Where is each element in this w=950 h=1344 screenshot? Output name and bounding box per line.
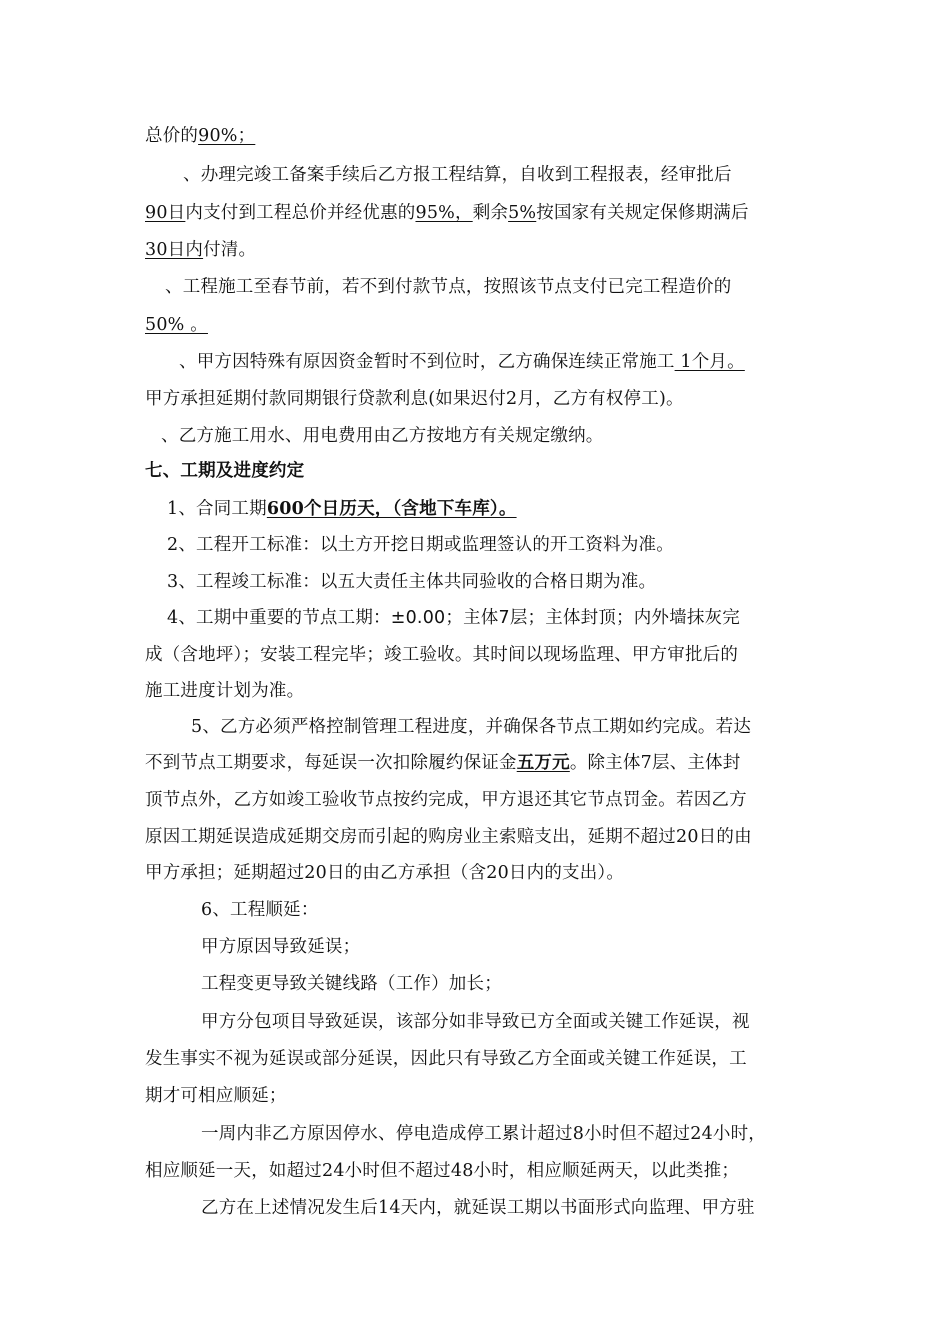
text: 甲方分包项目导致延误，该部分如非导致已方全面或关键工作延误，视: [201, 1012, 750, 1032]
extension-case-3-line3: [145, 1081, 825, 1111]
text: ；主体: [445, 608, 499, 628]
text: 按国家有关规定保修期满后: [536, 203, 749, 223]
schedule-item-5-line4: [145, 822, 825, 852]
text: 不到节点工期要求，每延误一次扣除履约保证金: [145, 753, 517, 773]
text: 总价的: [145, 126, 199, 146]
schedule-item-5-line3: [145, 785, 825, 815]
text: 成（含地坪）；安装工程完毕；竣工验收。其时间以现场监理、甲方审批后的: [145, 645, 739, 665]
text: 3、工程竣工标准：以五大责任主体共同验收的合格日期为准。: [167, 572, 657, 592]
payment-clause-utilities: [145, 421, 825, 451]
extension-case-1: [145, 932, 825, 962]
text: 5、乙方必须严格控制管理工程进度，并确保各节点工期如约完成。若达: [191, 717, 752, 737]
underlined-text: 1个月。: [674, 352, 745, 372]
schedule-item-3: [145, 567, 825, 597]
extension-case-4-line2: [145, 1156, 825, 1186]
extension-case-5-line1: [145, 1193, 825, 1223]
text: 、工程施工至春节前，若不到付款节点，按照该节点支付已完工程造价的: [165, 277, 732, 297]
schedule-item-4-line2: [145, 640, 825, 670]
text: 4、工期中重要的节点工期：: [167, 608, 391, 628]
payment-clause-festival-line2: [145, 310, 825, 340]
extension-case-3-line1: [145, 1007, 825, 1037]
text: 付清。: [203, 240, 257, 260]
extension-case-4-line1: [145, 1119, 825, 1149]
heading-text: 七、工期及进度约定: [145, 461, 305, 481]
schedule-item-4-line1: [145, 603, 825, 633]
extension-case-3-line2: [145, 1044, 825, 1074]
text: 相应顺延一天，如超过24小时但不超过48小时，相应顺延两天，以此类推；: [145, 1161, 740, 1181]
payment-clause-delay-line2: [145, 384, 825, 414]
payment-clause-festival-line1: [145, 272, 825, 302]
text: 乙方在上述情况发生后14天内，就延误工期以书面形式向监理、甲方驻: [201, 1198, 755, 1218]
text: 7: [498, 608, 510, 628]
text: 甲方原因导致延误；: [201, 937, 361, 957]
text: 2、工程开工标准：以土方开挖日期或监理签认的开工资料为准。: [167, 535, 674, 555]
text: 层；主体封顶；内外墙抹灰完: [509, 608, 740, 628]
payment-clause-settlement-line2: [145, 198, 825, 228]
text: 原因工期延误造成延期交房而引起的购房业主索赔支出，延期不超过20日的由: [145, 827, 752, 847]
section-heading: [145, 456, 825, 486]
text: 、甲方因特殊有原因资金暂时不到位时，乙方确保连续正常施工: [179, 352, 675, 372]
text: 甲方承担延期付款同期银行贷款利息(如果迟付2月，乙方有权停工)。: [145, 389, 684, 409]
underlined-text: 5%: [508, 203, 537, 223]
underlined-text: 95%，: [415, 203, 473, 223]
underlined-text: 30日内: [145, 240, 204, 260]
text: 发生事实不视为延误或部分延误，因此只有导致乙方全面或关键工作延误，工: [145, 1049, 747, 1069]
schedule-item-5-line2: [145, 748, 825, 778]
schedule-item-5-line1: [145, 712, 825, 742]
payment-line-total: [145, 121, 825, 151]
text: 1、合同工期: [167, 499, 267, 519]
underlined-text: 90日: [145, 203, 186, 223]
text: 甲方承担；延期超过20日的由乙方承担（含20日内的支出）。: [145, 863, 625, 883]
schedule-item-2: [145, 530, 825, 560]
payment-clause-delay-line1: [145, 347, 825, 377]
text: 一周内非乙方原因停水、停电造成停工累计超过8小时但不超过24小时，: [201, 1124, 766, 1144]
underlined-text: 90%；: [198, 126, 256, 146]
schedule-item-4-line3: [145, 676, 825, 706]
text: 剩余: [472, 203, 509, 223]
underlined-bold-text: 五万元: [516, 753, 570, 773]
underlined-text: 50% 。: [145, 315, 208, 335]
text: ±0.00: [390, 608, 446, 628]
text: 。除主体7层、主体封: [569, 753, 741, 773]
underlined-bold-text: 600个日历天，（含地下车库）。: [266, 499, 517, 519]
text: 、乙方施工用水、用电费用由乙方按地方有关规定缴纳。: [161, 426, 604, 446]
text: 顶节点外，乙方如竣工验收节点按约完成，甲方退还其它节点罚金。若因乙方: [145, 790, 747, 810]
schedule-item-6-title: [145, 895, 825, 925]
payment-clause-settlement-line3: [145, 235, 825, 265]
text: 内支付到工程总价并经优惠的: [185, 203, 416, 223]
payment-clause-settlement-line1: [145, 160, 825, 190]
text: 期才可相应顺延；: [145, 1086, 287, 1106]
text: 、办理完竣工备案手续后乙方报工程结算，自收到工程报表，经审批后: [183, 165, 732, 185]
schedule-item-1: [145, 494, 825, 524]
text: 施工进度计划为准。: [145, 681, 305, 701]
schedule-item-5-line5: [145, 858, 825, 888]
extension-case-2: [145, 969, 825, 999]
text: 工程变更导致关键线路（工作）加长；: [201, 974, 502, 994]
text: 6、工程顺延：: [201, 900, 319, 920]
